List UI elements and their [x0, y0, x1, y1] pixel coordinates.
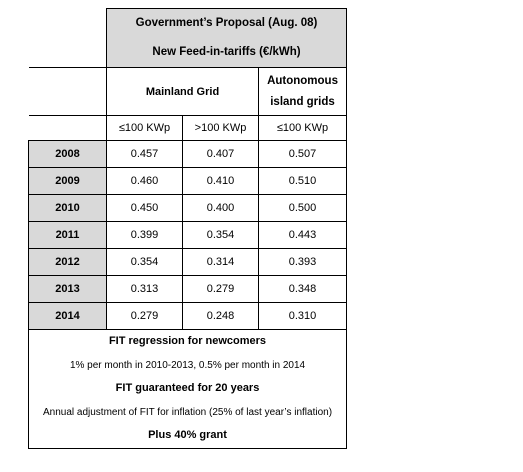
tariff-cell: 0.507	[259, 141, 347, 168]
tariff-cell: 0.279	[107, 303, 183, 330]
year-cell: 2009	[29, 168, 107, 195]
tariff-cell: 0.399	[107, 222, 183, 249]
tariff-cell: 0.393	[259, 249, 347, 276]
tariff-cell: 0.279	[183, 276, 259, 303]
table-subtitle: New Feed-in-tariffs (€/kWh)	[152, 46, 301, 58]
year-cell: 2013	[29, 276, 107, 303]
tariff-cell: 0.400	[183, 195, 259, 222]
table-title-cell	[107, 9, 347, 68]
grid-header-row	[29, 68, 347, 116]
tariff-cell: 0.354	[183, 222, 259, 249]
tariff-cell: 0.510	[259, 168, 347, 195]
blank-corner-cell	[29, 68, 107, 116]
year-cell: 2011	[29, 222, 107, 249]
footer-notes-cell	[29, 330, 347, 449]
footer-inflation-adjustment: Annual adjustment of FIT for inflation (25% of last year’s inflation)	[42, 406, 333, 418]
tariff-cell: 0.460	[107, 168, 183, 195]
footer-row	[29, 330, 347, 449]
mainland-grid-header: Mainland Grid	[107, 68, 259, 116]
tariff-cell: 0.313	[107, 276, 183, 303]
feed-in-tariff-table	[28, 8, 347, 449]
table-row	[29, 276, 347, 303]
table-row	[29, 249, 347, 276]
table-row	[29, 222, 347, 249]
title-row	[29, 9, 347, 68]
tariff-cell: 0.457	[107, 141, 183, 168]
blank-corner-cell	[29, 9, 107, 68]
footer-guarantee: FIT guaranteed for 20 years	[115, 382, 260, 395]
capacity-header: >100 KWp	[183, 116, 259, 141]
year-cell: 2008	[29, 141, 107, 168]
island-grid-header: Autonomous island grids	[259, 68, 347, 116]
footer-grant: Plus 40% grant	[148, 429, 227, 442]
tariff-cell: 0.310	[259, 303, 347, 330]
tariff-cell: 0.314	[183, 249, 259, 276]
tariff-cell: 0.410	[183, 168, 259, 195]
capacity-header-row	[29, 116, 347, 141]
table-row	[29, 195, 347, 222]
tariff-cell: 0.354	[107, 249, 183, 276]
year-cell: 2010	[29, 195, 107, 222]
table-title: Government’s Proposal (Aug. 08)	[135, 17, 318, 29]
tariff-cell: 0.450	[107, 195, 183, 222]
blank-corner-cell	[29, 116, 107, 141]
table-row	[29, 168, 347, 195]
capacity-header: ≤100 KWp	[107, 116, 183, 141]
tariff-cell: 0.407	[183, 141, 259, 168]
tariff-cell: 0.443	[259, 222, 347, 249]
table-row	[29, 303, 347, 330]
tariff-cell: 0.248	[183, 303, 259, 330]
tariff-cell: 0.348	[259, 276, 347, 303]
footer-regression-detail: 1% per month in 2010-2013, 0.5% per month in 2014	[69, 359, 306, 371]
tariff-cell: 0.500	[259, 195, 347, 222]
year-cell: 2012	[29, 249, 107, 276]
footer-regression-title: FIT regression for newcomers	[108, 335, 267, 347]
table-row	[29, 141, 347, 168]
capacity-header: ≤100 KWp	[259, 116, 347, 141]
year-cell: 2014	[29, 303, 107, 330]
